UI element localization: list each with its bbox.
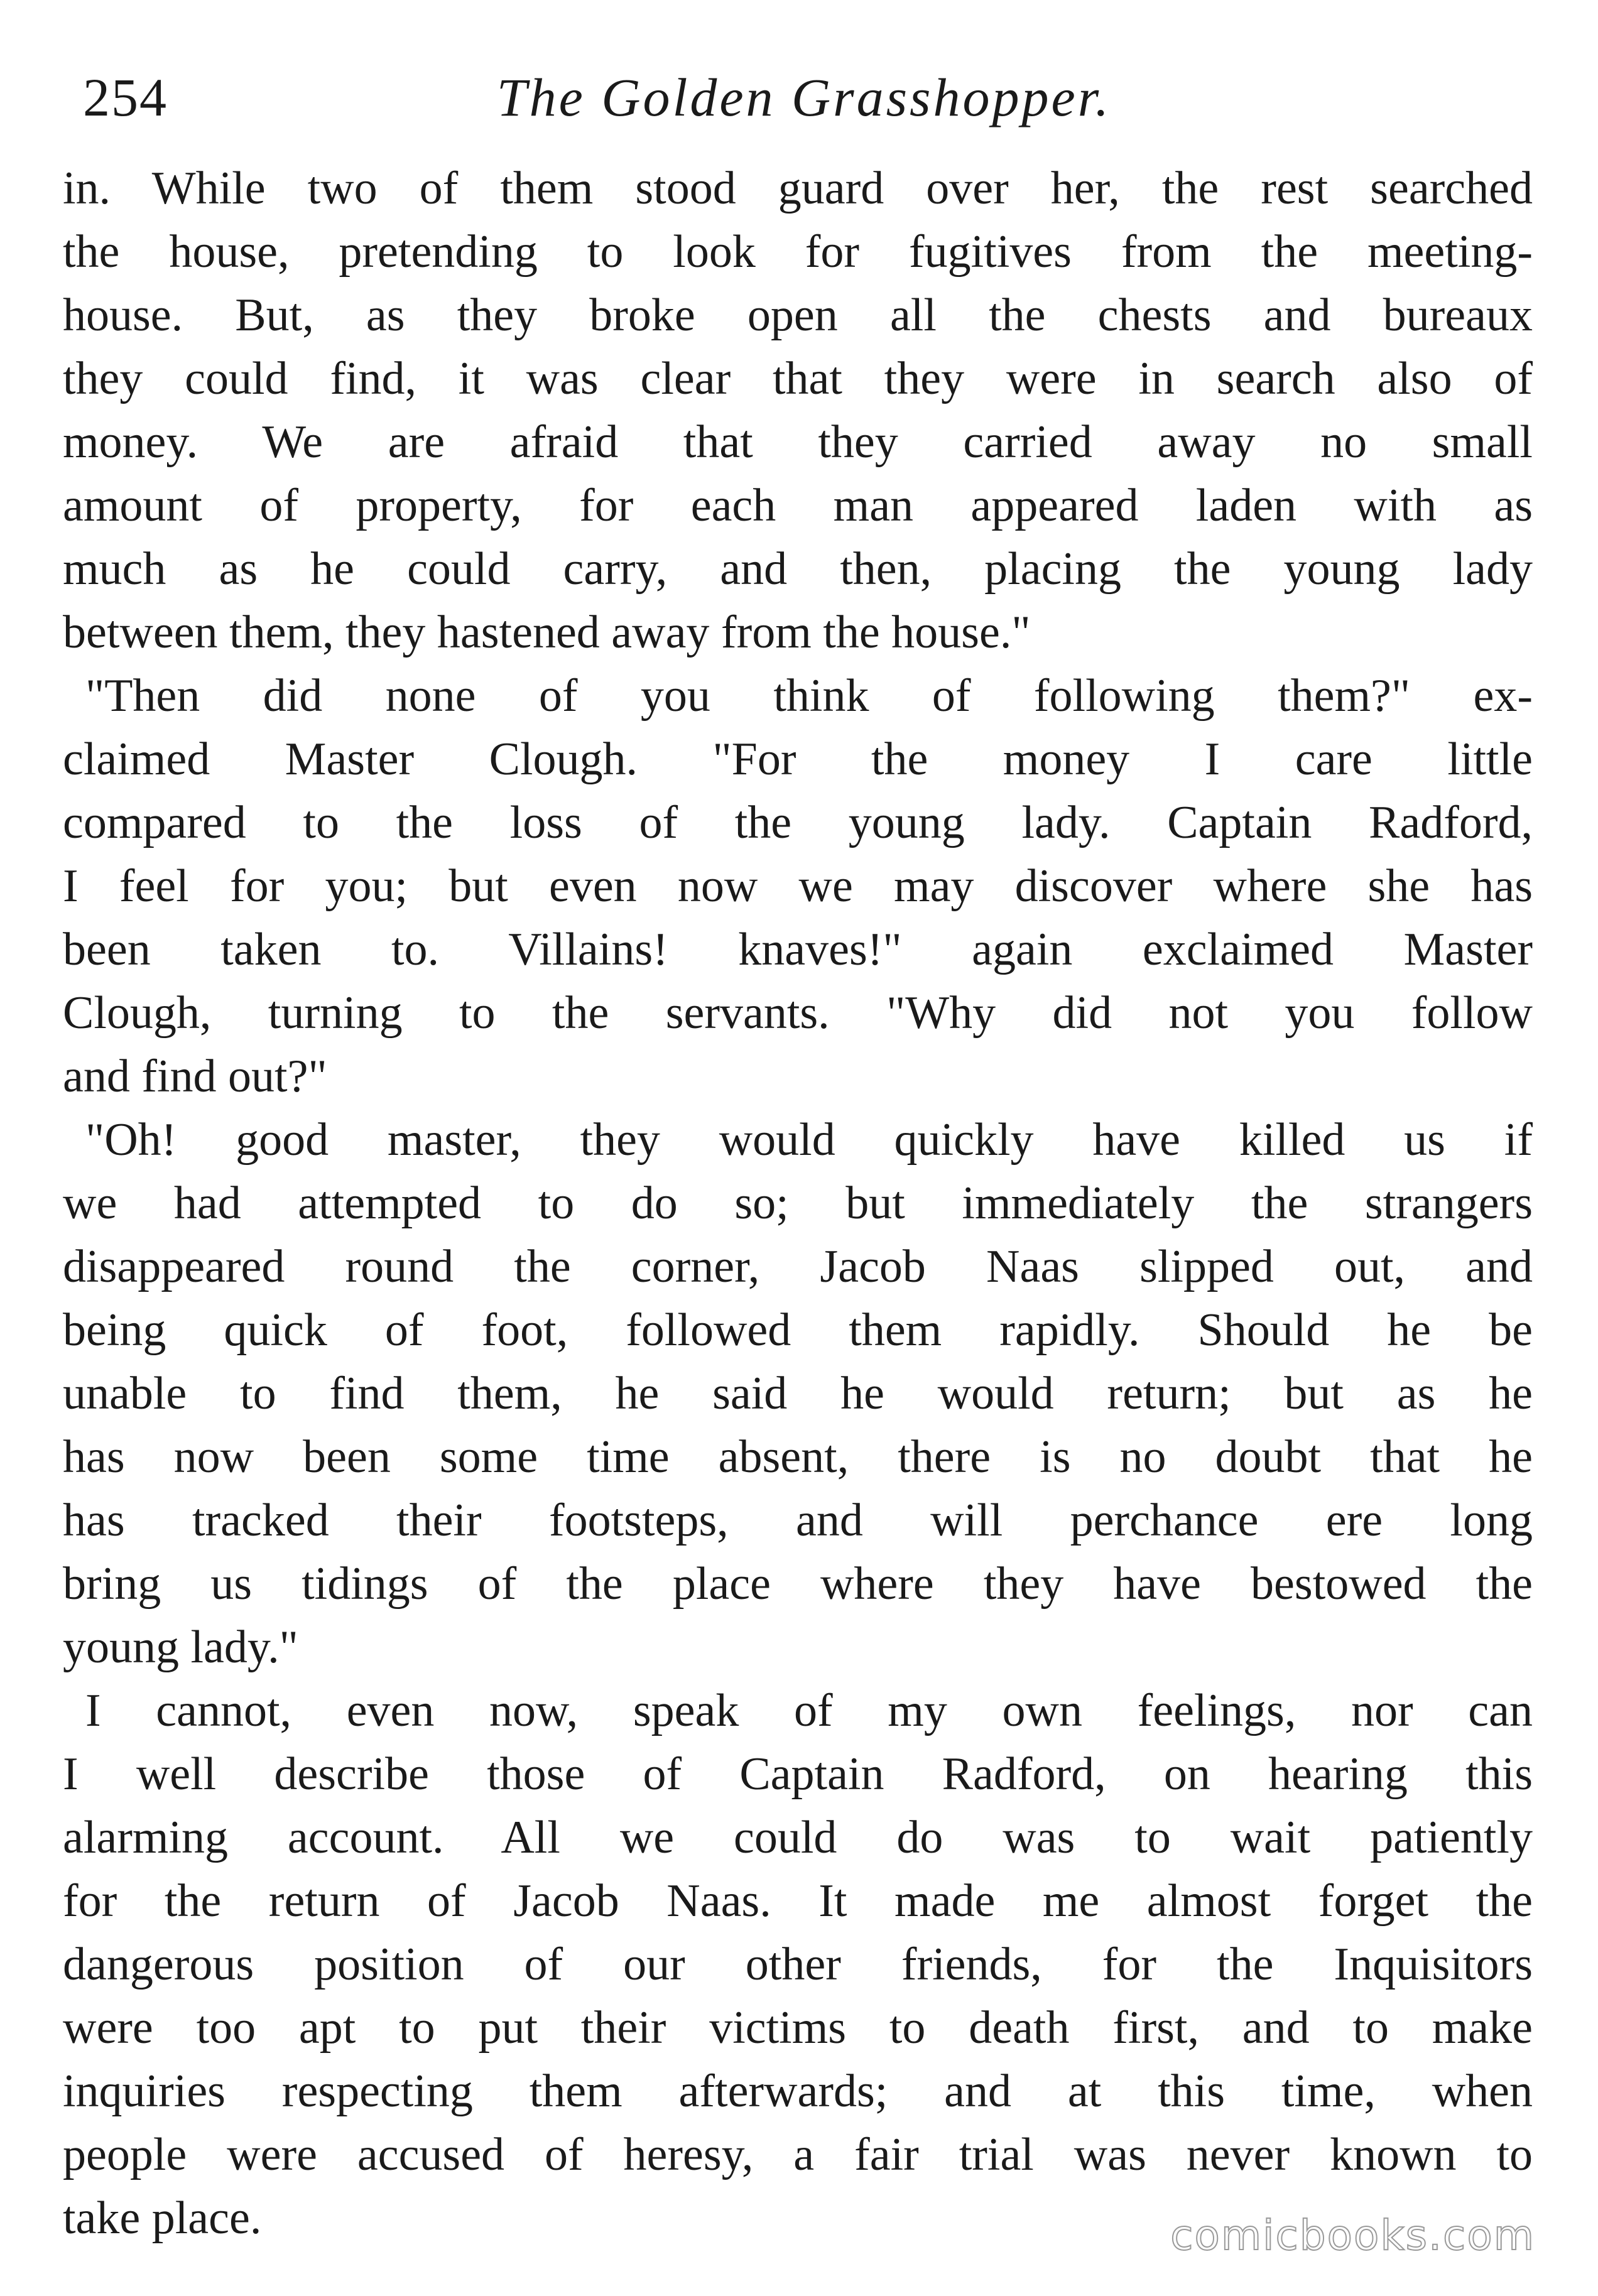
text-line: in. While two of them stood guard over her, the rest searched (63, 163, 1533, 214)
text-line: I cannot, even now, speak of my own feelings, nor can (85, 1685, 1533, 1736)
text-line: unable to find them, he said he would return; but as he (63, 1368, 1533, 1419)
text-line: has tracked their footsteps, and will perchance ere long (63, 1495, 1533, 1546)
text-line: been taken to. Villains! knaves!" again exclaimed Master (63, 924, 1533, 975)
text-line: young lady." (63, 1622, 298, 1673)
text-line: I feel for you; but even now we may discover where she has (63, 860, 1533, 912)
text-line: alarming account. All we could do was to wait patiently (63, 1812, 1533, 1863)
text-line: claimed Master Clough. "For the money I care little (63, 734, 1533, 785)
running-title: The Golden Grasshopper. (496, 67, 1112, 127)
text-line: between them, they hastened away from the house." (63, 607, 1031, 658)
body-text (63, 157, 1533, 2250)
text-line: amount of property, for each man appeared laden with as (63, 480, 1533, 531)
text-line: were too apt to put their victims to death first, and to make (63, 2002, 1533, 2054)
text-line: "Oh! good master, they would quickly have killed us if (85, 1114, 1533, 1166)
text-line: Clough, turning to the servants. "Why did not you follow (63, 987, 1533, 1039)
text-line: people were accused of heresy, a fair trial was never known to (63, 2129, 1533, 2180)
watermark: comicbooks.com (1170, 2211, 1535, 2260)
text-line: house. But, as they broke open all the chests and bureaux (63, 290, 1533, 341)
text-line: bring us tidings of the place where they have bestowed the (63, 1558, 1533, 1610)
text-line: money. We are afraid that they carried away no small (63, 416, 1533, 468)
text-line: disappeared round the corner, Jacob Naas slipped out, and (63, 1241, 1533, 1292)
page-number: 254 (83, 67, 168, 127)
text-line: much as he could carry, and then, placing the young lady (63, 543, 1533, 595)
text-line: we had attempted to do so; but immediately the strangers (63, 1178, 1533, 1229)
text-line: the house, pretending to look for fugitives from the meeting- (63, 226, 1533, 278)
text-line: I well describe those of Captain Radford, on hearing this (63, 1748, 1533, 1800)
text-line: take place. (63, 2192, 262, 2244)
text-line: compared to the loss of the young lady. Captain Radford, (63, 797, 1533, 848)
text-line: and find out?" (63, 1051, 327, 1102)
text-line: has now been some time absent, there is no doubt that he (63, 1431, 1533, 1483)
text-line: being quick of foot, followed them rapidly. Should he be (63, 1304, 1533, 1356)
text-line: inquiries respecting them afterwards; and at this time, when (63, 2066, 1533, 2117)
text-line: dangerous position of our other friends, for the Inquisitors (63, 1939, 1533, 1990)
text-line: for the return of Jacob Naas. It made me almost forget the (63, 1875, 1533, 1927)
text-line: they could find, it was clear that they were in search also of (63, 353, 1533, 404)
page-header (75, 60, 1533, 135)
text-line: "Then did none of you think of following them?" ex- (85, 670, 1533, 722)
